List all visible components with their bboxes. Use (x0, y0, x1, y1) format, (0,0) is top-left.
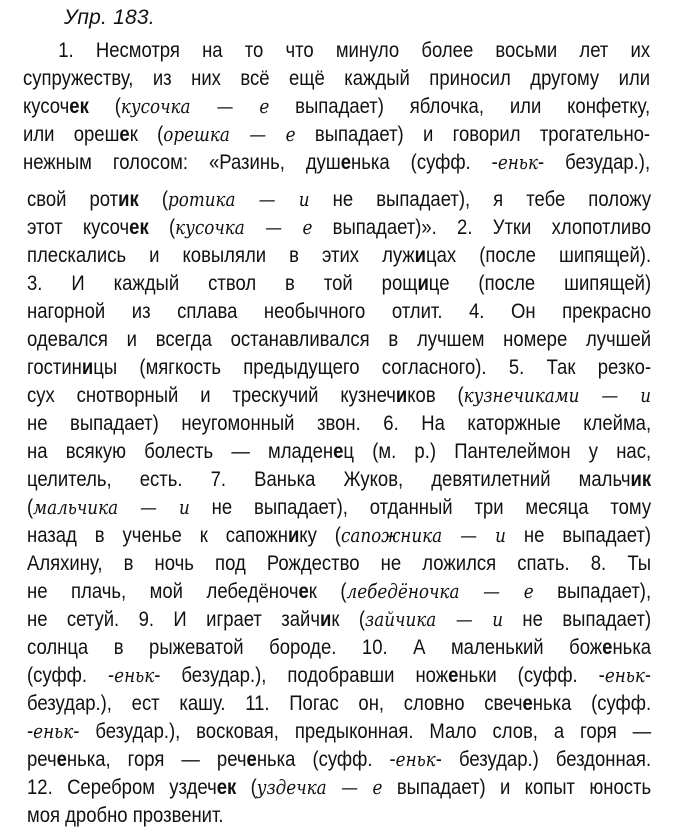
text-run: ( (27, 495, 34, 519)
text-run: к ( (331, 607, 366, 631)
italic-note: мальчика — и (33, 496, 190, 519)
text-run: реч (27, 747, 57, 771)
text-run: плескались и ковыляли в этих луж (27, 243, 415, 267)
text-run: 1. Несмотря на то что минуло более восьми лет их (58, 38, 651, 62)
text-line (27, 465, 651, 493)
bold-spelling: и (417, 271, 429, 295)
text-line (27, 717, 651, 745)
italic-note: сапожника — и (340, 524, 506, 547)
text-line (27, 297, 651, 325)
text-run: 12. Серебром уздеч (27, 775, 217, 799)
bold-spelling: и (287, 523, 300, 547)
text-line (27, 185, 651, 213)
text-run: или ореш (23, 122, 120, 146)
text-run: - (27, 719, 34, 743)
text-line (27, 493, 651, 521)
text-run: этот кусоч (27, 215, 130, 239)
text-run: ( (236, 775, 257, 799)
italic-note: зайчика — и (365, 608, 504, 631)
bold-spelling: ек (216, 775, 237, 799)
bold-spelling: е (333, 439, 344, 463)
text-run: ку ( (299, 523, 341, 547)
text-run: цах (после шипящей). (426, 243, 652, 267)
bold-spelling: и (81, 355, 94, 379)
text-line (27, 773, 651, 801)
bold-spelling: е (246, 747, 257, 771)
text-run: не плачь, мой лебедёноч (27, 579, 299, 603)
text-run: - безудар.) бездонная. (435, 747, 652, 771)
bold-spelling: ик (118, 187, 139, 211)
bold-spelling: е (340, 150, 352, 174)
text-run: к ( (129, 122, 164, 146)
italic-note: еньк (33, 720, 74, 743)
text-run: выпадает)». 2. Утки хлопотливо (312, 215, 652, 239)
text-run: нька (612, 635, 652, 659)
text-run: не выпадает), отданный три месяца тому (189, 495, 652, 519)
text-line (27, 577, 651, 605)
bold-spelling: и (320, 607, 332, 631)
bold-spelling: ек (129, 215, 149, 239)
text-run: (суфф. - (27, 663, 115, 687)
paragraph-block-2 (27, 185, 651, 829)
text-run: выпадает) и говорил трогательно- (295, 122, 651, 146)
bold-spelling: е (298, 579, 309, 603)
italic-note: ротика — и (167, 188, 310, 211)
italic-note: уздечка — е (256, 776, 383, 799)
text-run: моя дробно прозвенит. (27, 803, 224, 827)
italic-note: еньк (395, 748, 436, 771)
text-run: нежным голосом: «Разинь, душ (23, 150, 341, 174)
text-run: Аляхину, в ночь под Рождество не ложился спать. 8. Ты (27, 551, 652, 575)
text-run: гостин (27, 355, 82, 379)
italic-note: еньк (604, 664, 645, 687)
text-run: не выпадает) неугомонный звон. 6. На каторжные клейма, (27, 411, 652, 435)
text-run: - безудар.), (537, 150, 651, 174)
bold-spelling: ек (69, 94, 89, 118)
text-line (27, 241, 651, 269)
italic-note: орешка — е (163, 123, 296, 146)
text-run: одевался и всегда останавливался в лучшем номере лучшей (27, 327, 652, 351)
exercise-title: Упр. 183. (64, 6, 155, 29)
text-run: це (после шипящей) (428, 271, 652, 295)
text-run: ( (138, 187, 168, 211)
text-run: не выпадает) (505, 523, 652, 547)
text-line (27, 269, 651, 297)
paragraph-block-1 (23, 36, 650, 176)
text-run: нька (суфф. - (256, 747, 396, 771)
text-run: ц (м. р.) Пантелеймон у нас, (343, 439, 652, 463)
text-run: не выпадает) (503, 607, 652, 631)
text-run: 3. И каждый ствол в той рощ (27, 271, 418, 295)
text-line (27, 521, 651, 549)
text-line (23, 92, 650, 120)
text-line (23, 36, 650, 64)
text-run: - безудар.), подобравши нож (154, 663, 449, 687)
bold-spelling: е (602, 635, 613, 659)
italic-note: кузнечиками — и (463, 384, 652, 407)
text-run: - (644, 663, 652, 687)
text-line (27, 409, 651, 437)
bold-spelling: и (395, 383, 408, 407)
text-line (23, 64, 650, 92)
text-run: сух снотворный и трескучий кузнеч (27, 383, 396, 407)
text-line (23, 148, 650, 176)
italic-note: еньк (114, 664, 155, 687)
text-run: нька (суфф. - (351, 150, 498, 174)
text-run: свой рот (27, 187, 119, 211)
text-line (27, 661, 651, 689)
text-line (27, 325, 651, 353)
text-run: выпадает), (533, 579, 652, 603)
bold-spelling: ик (630, 467, 652, 491)
text-run: выпадает) яблочка, или конфетку, (269, 94, 651, 118)
text-line (27, 549, 651, 577)
bold-spelling: е (119, 122, 130, 146)
text-run: ков ( (407, 383, 464, 407)
bold-spelling: е (522, 691, 533, 715)
text-run: нька, горя — реч (66, 747, 247, 771)
text-run: кусоч (23, 94, 70, 118)
text-run: не сетуй. 9. И играет зайч (27, 607, 321, 631)
text-run: целитель, есть. 7. Ванька Жуков, девятилетний мальч (27, 467, 631, 491)
text-run: супружеству, из них всё ещё каждый приносил другому или (23, 66, 651, 90)
text-line (27, 213, 651, 241)
text-run: - безудар.), восковая, предыконная. Мало слов, а горя — (73, 719, 652, 743)
text-run: к ( (308, 579, 347, 603)
text-run: солнца в рыжеватой бороде. 10. А маленький бож (27, 635, 603, 659)
text-line (27, 381, 651, 409)
italic-note: еньк (497, 151, 538, 174)
text-run: ( (148, 215, 176, 239)
italic-note: кусочка — е (175, 216, 313, 239)
italic-note: кусочка — е (120, 95, 270, 118)
text-run: нька (суфф. (532, 691, 652, 715)
text-run: не выпадает), я тебе положу (309, 187, 652, 211)
text-line (27, 689, 651, 717)
text-run: цы (мягкость предыдущего согласного). 5. Так резко- (93, 355, 652, 379)
text-run: назад в ученье к сапожн (27, 523, 288, 547)
text-line (27, 353, 651, 381)
bold-spelling: е (56, 747, 67, 771)
text-line (27, 633, 651, 661)
text-run: ньки (суфф. - (458, 663, 605, 687)
text-line (27, 801, 651, 829)
text-run: на всякую болесть — младен (27, 439, 334, 463)
text-run: безудар.), ест кашу. 11. Погас он, словно свеч (27, 691, 523, 715)
text-run: нагорной из сплава необычного отлит. 4. Он прекрасно (27, 299, 652, 323)
text-line (23, 120, 650, 148)
bold-spelling: е (448, 663, 459, 687)
italic-note: лебедёночка — е (346, 580, 534, 603)
text-line (27, 605, 651, 633)
text-line (27, 745, 651, 773)
bold-spelling: и (414, 243, 427, 267)
text-run: выпадает) и копыт юность (382, 775, 652, 799)
text-run: ( (88, 94, 121, 118)
text-line (27, 437, 651, 465)
